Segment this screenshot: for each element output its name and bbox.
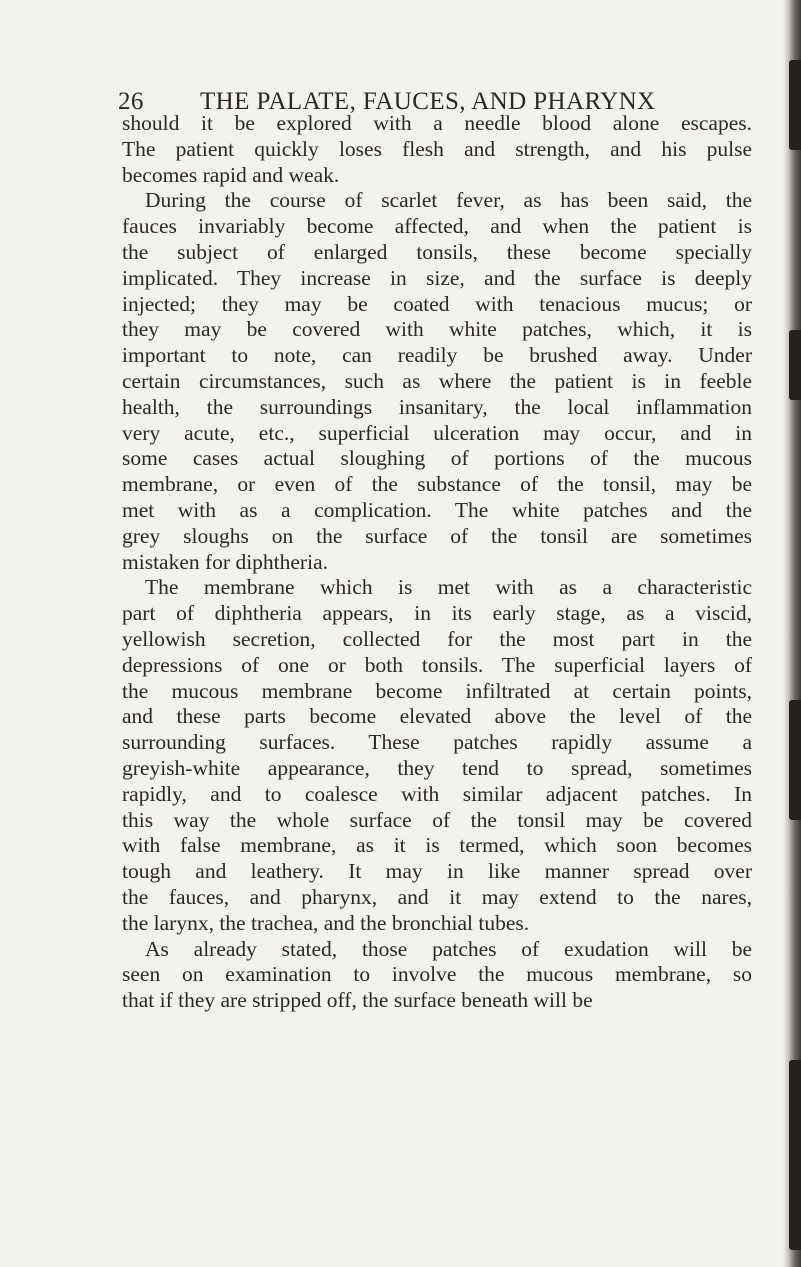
page-edge-mark xyxy=(789,60,801,150)
page-edge-mark xyxy=(789,700,801,820)
text-line: very acute, etc., superficial ulceration may occur, and in xyxy=(122,420,752,445)
text-line: should it be explored with a needle blood alone escapes. xyxy=(122,111,752,135)
text-line: yellowish secretion, collected for the most part in the xyxy=(122,626,752,651)
body-text xyxy=(122,111,752,1014)
page-number: 26 xyxy=(118,88,144,115)
text-line: implicated. They increase in size, and the surface is deeply xyxy=(122,265,752,290)
text-line: the subject of enlarged tonsils, these become specially xyxy=(122,239,752,264)
text-line: the mucous membrane become infiltrated at certain points, xyxy=(122,678,752,703)
text-line: with false membrane, as it is termed, which soon becomes xyxy=(122,833,752,858)
paragraph xyxy=(122,575,752,936)
text-line: The patient quickly loses flesh and strength, and his pulse xyxy=(122,136,752,161)
text-line: this way the whole surface of the tonsil may be covered xyxy=(122,807,752,832)
text-line: some cases actual sloughing of portions of the mucous xyxy=(122,446,752,471)
text-line: During the course of scarlet fever, as has been said, the xyxy=(145,188,752,213)
text-line: rapidly, and to coalesce with similar adjacent patches. In xyxy=(122,781,752,806)
text-line: the fauces, and pharynx, and it may extend to the nares, xyxy=(122,884,752,909)
text-line: the larynx, the trachea, and the bronchial tubes. xyxy=(122,910,530,935)
text-line: that if they are stripped off, the surface beneath will be xyxy=(122,988,593,1013)
text-line: depressions of one or both tonsils. The superficial layers of xyxy=(122,652,752,677)
paragraph xyxy=(122,188,752,575)
text-line: The membrane which is met with as a characteristic xyxy=(145,575,752,600)
text-line: As already stated, those patches of exudation will be xyxy=(145,936,752,961)
text-line: and these parts become elevated above the level of the xyxy=(122,704,752,729)
page-edge-mark xyxy=(789,330,801,400)
text-line: greyish-white appearance, they tend to spread, sometimes xyxy=(122,755,752,780)
text-line: fauces invariably become affected, and when the patient is xyxy=(122,214,752,239)
text-line: health, the surroundings insanitary, the local inflammation xyxy=(122,394,752,419)
text-line: grey sloughs on the surface of the tonsil are sometimes xyxy=(122,523,752,548)
text-line: part of diphtheria appears, in its early stage, as a viscid, xyxy=(122,601,752,626)
text-line: injected; they may be coated with tenacious mucus; or xyxy=(122,291,752,316)
paragraph xyxy=(122,111,752,188)
page-edge-mark xyxy=(789,1060,801,1250)
text-line: important to note, can readily be brushed away. Under xyxy=(122,343,752,368)
paragraph xyxy=(122,937,752,1014)
text-line: certain circumstances, such as where the patient is in feeble xyxy=(122,368,752,393)
text-line: surrounding surfaces. These patches rapidly assume a xyxy=(122,730,752,755)
text-line: becomes rapid and weak. xyxy=(122,162,340,187)
text-line: seen on examination to involve the mucous membrane, so xyxy=(122,962,752,987)
text-line: met with as a complication. The white patches and the xyxy=(122,497,752,522)
text-line: tough and leathery. It may in like manner spread over xyxy=(122,859,752,884)
running-title: THE PALATE, FAUCES, AND PHARYNX xyxy=(200,88,656,115)
text-line: they may be covered with white patches, which, it is xyxy=(122,317,752,342)
text-line: mistaken for diphtheria. xyxy=(122,549,328,574)
text-line: membrane, or even of the substance of the tonsil, may be xyxy=(122,472,752,497)
